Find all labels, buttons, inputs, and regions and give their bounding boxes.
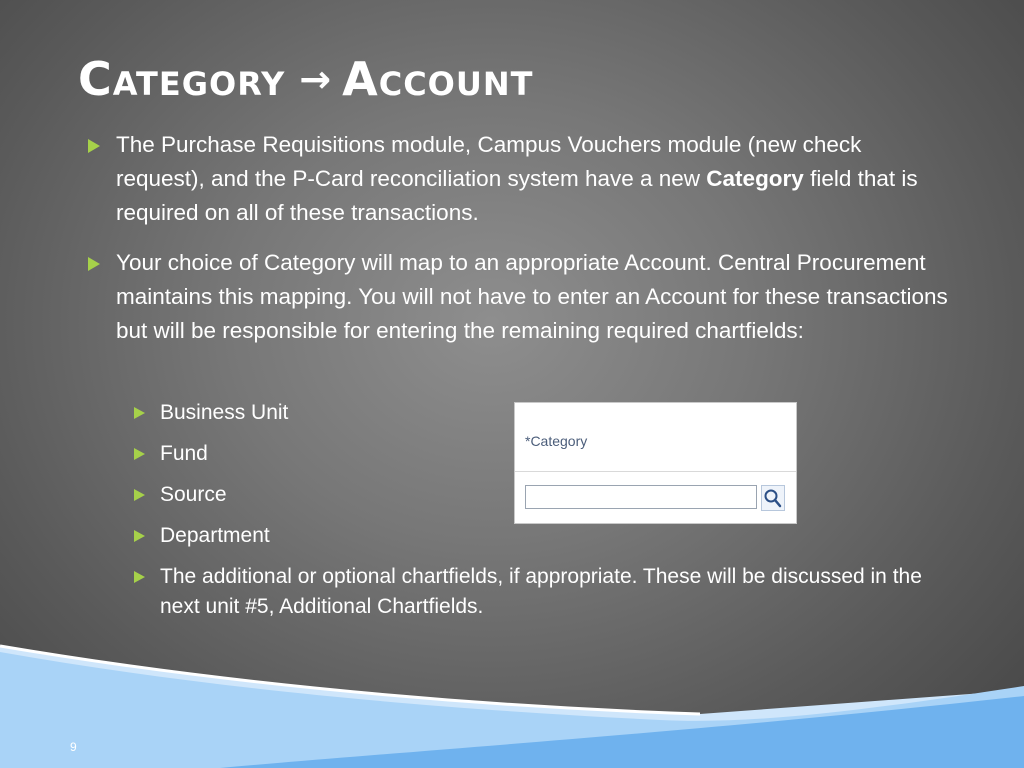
bullet-text: field that is required on all of these transactions. <box>116 166 918 225</box>
slide-title <box>78 52 533 106</box>
search-icon <box>762 486 784 510</box>
category-lookup-button[interactable] <box>761 485 785 511</box>
page-number: 9 <box>70 740 77 754</box>
bullet-triangle-icon <box>134 530 145 542</box>
bullet-triangle-icon <box>134 489 145 501</box>
bullet-triangle-icon <box>88 139 100 153</box>
right-arrow-icon: → <box>299 57 333 101</box>
bullet-text: Your choice of Category will map to an appropriate Account. Central Procurement maintains this mapping. You will not have to enter an Account for these transactions but will be responsible for entering the remaining required chartfields: <box>116 250 948 343</box>
bullet-bold-text: Category <box>706 166 804 191</box>
bullet-category-mapping <box>88 246 948 348</box>
bullet-category-field <box>88 128 948 230</box>
category-field-screenshot <box>514 402 797 524</box>
decorative-wave <box>0 600 1024 768</box>
category-input[interactable] <box>525 485 757 509</box>
title-left: Category <box>78 52 286 106</box>
category-field-label: *Category <box>525 433 588 449</box>
bullet-triangle-icon <box>88 257 100 271</box>
list-item-label: The additional or optional chartfields, if appropriate. These will be discussed in the next unit #5, Additional Chartfields. <box>160 565 922 618</box>
list-item-label: Fund <box>160 442 208 465</box>
list-item-label: Source <box>160 483 227 506</box>
main-bullet-list <box>88 128 948 364</box>
bullet-text: The Purchase Requisitions module, Campus Vouchers module (new check request), and the P-Card reconciliation system have a new <box>116 132 862 191</box>
divider <box>515 471 796 472</box>
list-item <box>134 521 954 551</box>
title-right: Account <box>342 52 534 106</box>
list-item-label: Business Unit <box>160 401 289 424</box>
bullet-triangle-icon <box>134 448 145 460</box>
list-item-label: Department <box>160 524 270 547</box>
bullet-triangle-icon <box>134 571 145 583</box>
bullet-triangle-icon <box>134 407 145 419</box>
